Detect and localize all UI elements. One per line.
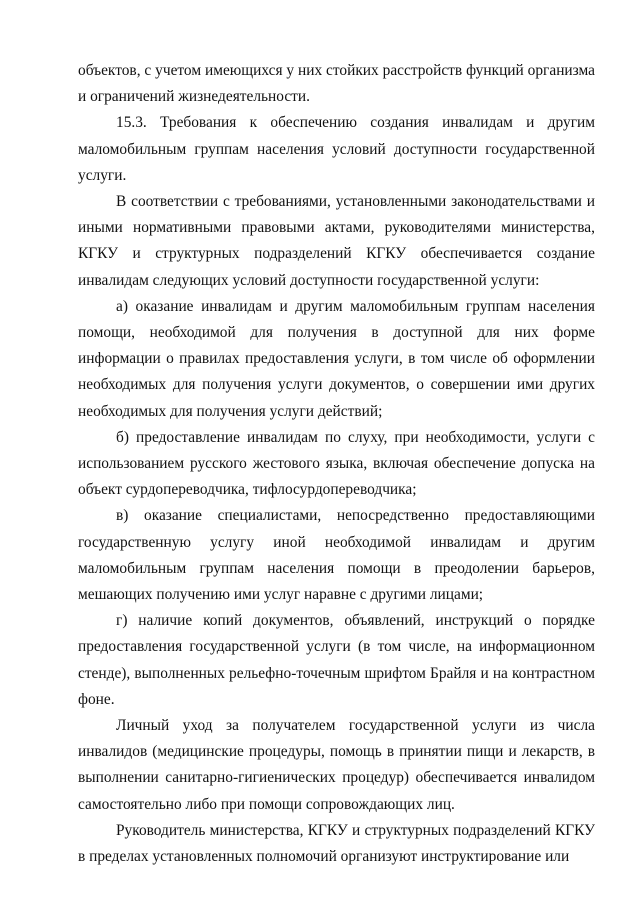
paragraph-item-a: а) оказание инвалидам и другим маломобильным группам населения помощи, необходимой для получения в доступной для них форме информации о правилах предоставления услуги, в том числе об оформлении необходимых для получения услуги документов, о совершении ими других необходимых для получения услуги действий; — [78, 297, 595, 420]
paragraph-requirements: В соответствии с требованиями, установленными законодательствами и иными нормативными правовыми актами, руководителями министерства, КГКУ и структурных подразделений КГКУ обеспечивается создание инвалидам следующих условий доступности государственной услуги: — [78, 193, 595, 289]
paragraph-personal-care: Личный уход за получателем государственной услуги из числа инвалидов (медицинские процедуры, помощь в принятии пищи и лекарств, в выполнении санитарно-гигиенических процедур) обеспечивается инвалидом самостоятельно либо при помощи сопровождающих лиц. — [78, 717, 595, 813]
document-page — [78, 58, 595, 870]
paragraph-item-v: в) оказание специалистами, непосредственно предоставляющими государственную услугу иной необходимой инвалидам и другим маломобильным группам населения помощи в преодолении барьеров, мешающих получению ими услуг наравне с другими лицами; — [78, 507, 595, 604]
paragraph-continuation: объектов, с учетом имеющихся у них стойких расстройств функций организма и ограничений жизнедеятельности. — [78, 62, 595, 106]
paragraph-section-15-3-heading: 15.3. Требования к обеспечению создания инвалидам и другим маломобильным группам населения условий доступности государственной услуги. — [78, 114, 595, 184]
paragraph-item-b: б) предоставление инвалидам по слуху, при необходимости, услуги с использованием русского жестового языка, включая обеспечение допуска на объект сурдопереводчика, тифлосурдопереводчика; — [78, 428, 595, 499]
paragraph-item-g: г) наличие копий документов, объявлений, инструкций о порядке предоставления государственной услуги (в том числе, на информационном стенде), выполненных рельефно-точечным шрифтом Брайля и на контрастном фоне. — [78, 612, 595, 708]
paragraph-instruction: Руководитель министерства, КГКУ и структурных подразделений КГКУ в пределах установленных полномочий организуют инструктирование или — [78, 821, 595, 866]
